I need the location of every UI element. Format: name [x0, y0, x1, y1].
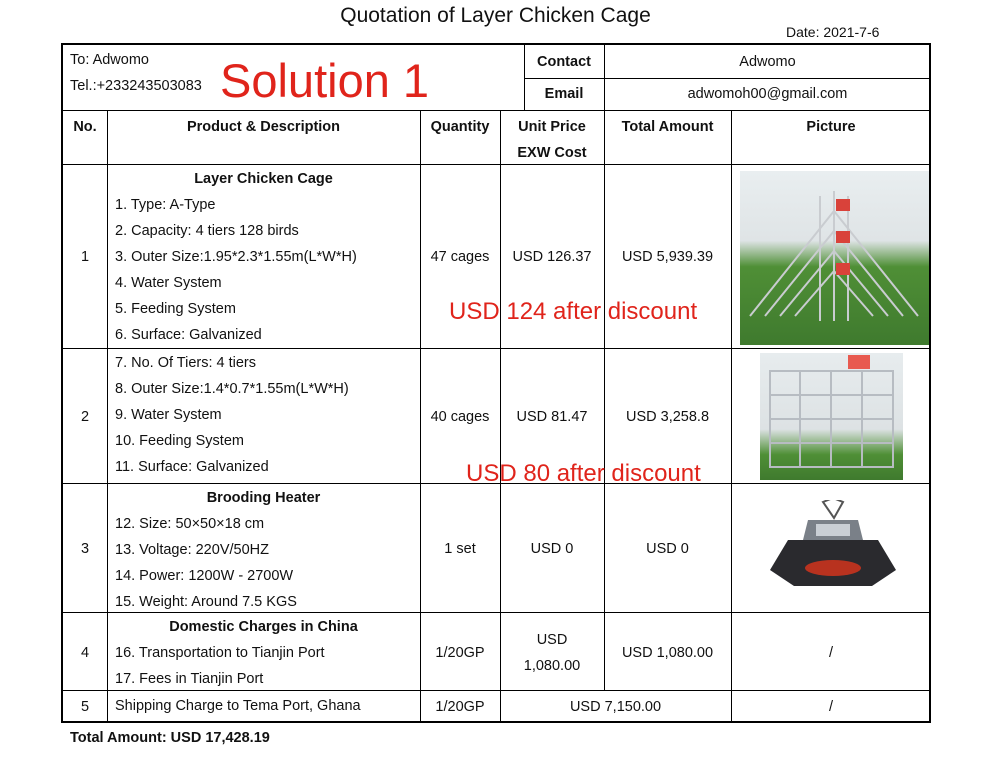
row1-discount-note: USD 124 after discount	[449, 298, 698, 325]
list-item: 10. Feeding System	[115, 433, 244, 449]
row2-quantity: 40 cages	[430, 409, 490, 425]
header-no: No.	[73, 119, 97, 135]
row3-quantity: 1 set	[444, 541, 476, 557]
row2-items	[115, 350, 349, 480]
row5-no: 5	[80, 699, 90, 715]
row2-unit-price: USD 81.47	[516, 409, 588, 425]
list-item: 6. Surface: Galvanized	[115, 327, 262, 343]
recipient-phone: Tel.:+233243503083	[70, 78, 202, 94]
list-item: 15. Weight: Around 7.5 KGS	[115, 594, 297, 610]
layer-cage-photo	[740, 171, 929, 345]
list-item: 5. Feeding System	[115, 301, 236, 317]
row5-quantity: 1/20GP	[435, 699, 485, 715]
header-product: Product & Description	[186, 119, 341, 135]
quotation-table	[61, 43, 931, 723]
row3-unit-price: USD 0	[530, 541, 574, 557]
list-item: 8. Outer Size:1.4*0.7*1.55m(L*W*H)	[115, 381, 349, 397]
header-total: Total Amount	[621, 119, 714, 135]
brooding-heater-photo	[768, 500, 898, 600]
contact-label: Contact	[537, 54, 591, 70]
list-item: 7. No. Of Tiers: 4 tiers	[115, 355, 257, 371]
battery-cage-photo	[760, 353, 903, 480]
list-item: 1. Type: A-Type	[115, 197, 216, 213]
quote-date: Date: 2021-7-6	[786, 24, 880, 40]
header-exw-cost: EXW Cost	[517, 145, 587, 161]
list-item: 17. Fees in Tianjin Port	[115, 671, 264, 687]
row1-quantity: 47 cages	[430, 249, 490, 265]
list-item: 11. Surface: Galvanized	[115, 459, 269, 475]
row4-heading: Domestic Charges in China	[169, 619, 358, 635]
row3-no: 3	[80, 541, 90, 557]
list-item: 3. Outer Size:1.95*2.3*1.55m(L*W*H)	[115, 249, 357, 265]
row1-total: USD 5,939.39	[621, 249, 714, 265]
row3-heading: Brooding Heater	[206, 490, 321, 506]
row5-amount: USD 7,150.00	[569, 699, 662, 715]
row3-total: USD 0	[646, 541, 689, 557]
row4-unit-price-currency: USD	[536, 632, 568, 648]
row1-no: 1	[80, 249, 90, 265]
row2-discount-note: USD 80 after discount	[466, 460, 701, 487]
row3-items	[115, 511, 297, 615]
contact-value: Adwomo	[739, 54, 796, 70]
row4-items	[115, 640, 325, 692]
list-item: 4. Water System	[115, 275, 222, 291]
list-item: 2. Capacity: 4 tiers 128 birds	[115, 223, 299, 239]
row2-total: USD 3,258.8	[625, 409, 710, 425]
row4-no: 4	[80, 645, 90, 661]
header-picture: Picture	[806, 119, 856, 135]
list-item: 9. Water System	[115, 407, 222, 423]
recipient-name: To: Adwomo	[70, 52, 149, 68]
list-item: 12. Size: 50×50×18 cm	[115, 516, 265, 532]
row1-items	[115, 192, 357, 348]
list-item: 13. Voltage: 220V/50HZ	[115, 542, 269, 558]
email-label: Email	[544, 86, 584, 102]
row1-heading: Layer Chicken Cage	[194, 171, 333, 187]
solution-stamp: Solution 1	[220, 54, 430, 107]
document-title: Quotation of Layer Chicken Cage	[340, 4, 651, 27]
row4-quantity: 1/20GP	[435, 645, 485, 661]
row1-unit-price: USD 126.37	[512, 249, 592, 265]
row2-no: 2	[80, 409, 90, 425]
row4-total: USD 1,080.00	[621, 645, 714, 661]
row5-picture: /	[828, 699, 834, 715]
email-value: adwomoh00@gmail.com	[687, 86, 848, 102]
list-item: 14. Power: 1200W - 2700W	[115, 568, 294, 584]
row4-picture: /	[828, 645, 834, 661]
row4-unit-price-value: 1,080.00	[523, 658, 581, 674]
total-amount: Total Amount: USD 17,428.19	[70, 730, 270, 746]
row5-description: Shipping Charge to Tema Port, Ghana	[115, 698, 361, 714]
header-quantity: Quantity	[430, 119, 490, 135]
list-item: 16. Transportation to Tianjin Port	[115, 645, 325, 661]
header-unit-price: Unit Price	[518, 119, 586, 135]
